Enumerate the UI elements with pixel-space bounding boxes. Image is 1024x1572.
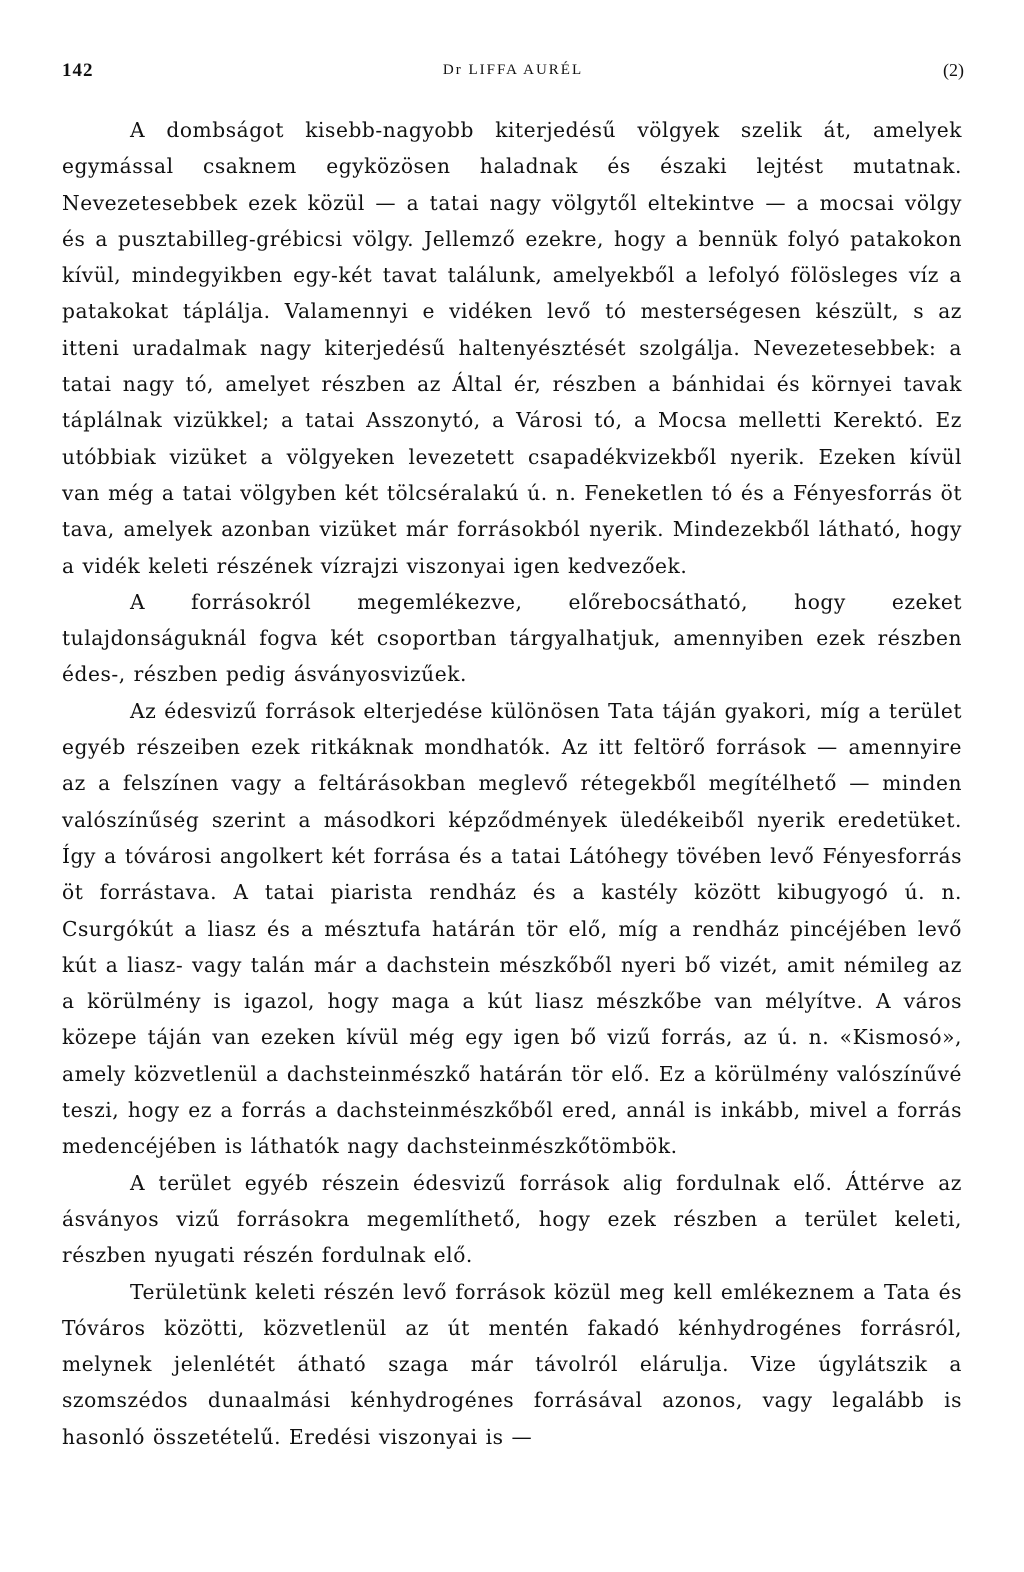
paragraph-dombsag: A dombságot kisebb-nagyobb kiterjedésű völgyek szelik át, amelyek egymással csaknem egyközösen haladnak és északi lejtést mutatnak. Nevezetesebbek ezek közül — a tatai nagy völgytől eltekintve — a mocsai völgy és a pusztabilleg-grébicsi völgy. Jellemző ezekre, hogy a bennük folyó patakokon kívül, mindegyikben egy-két tavat találunk, amelyekből a lefolyó fölösleges víz a patakokat táplálja. Valamennyi e vidéken levő tó mesterségesen készült, s az itteni uradalmak nagy kiterjedésű haltenyésztését szolgálja. Nevezetesebbek: a tatai nagy tó, amelyet részben az Által ér, részben a bánhidai és környei tavak táplálnak vizükkel; a tatai Asszonytó, a Városi tó, a Mocsa melletti Kerektó. Ez utóbbiak vizüket a völgyeken levezetett csapadékvizekből nyerik. Ezeken kívül van még a tatai völgyben két tölcséralakú ú. n. Feneketlen tó és a Fényesforrás öt tava, amelyek azonban vizüket már forrásokból nyerik. Mindezekből látható, hogy a vidék keleti részének vízrajzi viszonyai igen kedvezőek. (62, 118, 962, 578)
article-number: (2) (943, 60, 964, 80)
paragraph-forrasok: A forrásokról megemlékezve, előrebocsátható, hogy ezeket tulajdonságuknál fogva két csoportban tárgyalhatjuk, amennyiben ezek részben édes-, részben pedig ásványosvizűek. (62, 589, 962, 687)
paragraph-asvanyos-forrasok: A terület egyéb részein édesvizű források alig fordulnak elő. Áttérve az ásványos vizű forrásokra megemlíthető, hogy ezek részben a terület keleti, részben nyugati részén fordulnak elő. (62, 1170, 962, 1268)
page-header (62, 60, 964, 90)
body-text (62, 112, 962, 1455)
paragraph-kenhydrogenes-forras: Területünk keleti részén levő források közül meg kell emlékeznem a Tata és Tóváros közötti, közvetlenül az út mentén fakadó kénhydrogénes forrásról, melynek jelenlétét átható szaga már távolról elárulja. Vize úgylátszik a szomszédos dunaalmási kénhydrogénes forrásával azonos, vagy legalább is hasonló összetételű. Eredési viszonyai is — (62, 1279, 962, 1449)
paragraph-edesvizu-forrasok: Az édesvizű források elterjedése különösen Tata táján gyakori, míg a terület egyéb részeiben ezek ritkáknak mondhatók. Az itt feltörő források — amennyire az a felszínen vagy a feltárásokban meglevő rétegekből megítélhető — minden valószínűség szerint a másodkori képződmények üledékeiből nyerik eredetüket. Így a tóvárosi angolkert két forrása és a tatai Látóhegy tövében levő Fényesforrás öt forrástava. A tatai piarista rendház és a kastély között kibugyogó ú. n. Csurgókút a liasz és a mésztufa határán tör elő, míg a rendház pincéjében levő kút a liasz- vagy talán már a dachstein mészkőből nyeri bő vizét, amit némileg az a körülmény is igazol, hogy maga a kút liasz mészkőbe van mélyítve. A város közepe táján van ezeken kívül még egy igen bő vizű forrás, az ú. n. «Kismosó», amely közvetlenül a dachsteinmészkő határán tör elő. Ez a körülmény valószínűvé teszi, hogy ez a forrás a dachsteinmészkőből ered, annál is inkább, mivel a forrás medencéjében is láthatók nagy dachsteinmészkőtömbök. (62, 698, 962, 1159)
running-head-author: Dr LIFFA AURÉL (442, 62, 584, 78)
page-number: 142 (62, 60, 94, 81)
